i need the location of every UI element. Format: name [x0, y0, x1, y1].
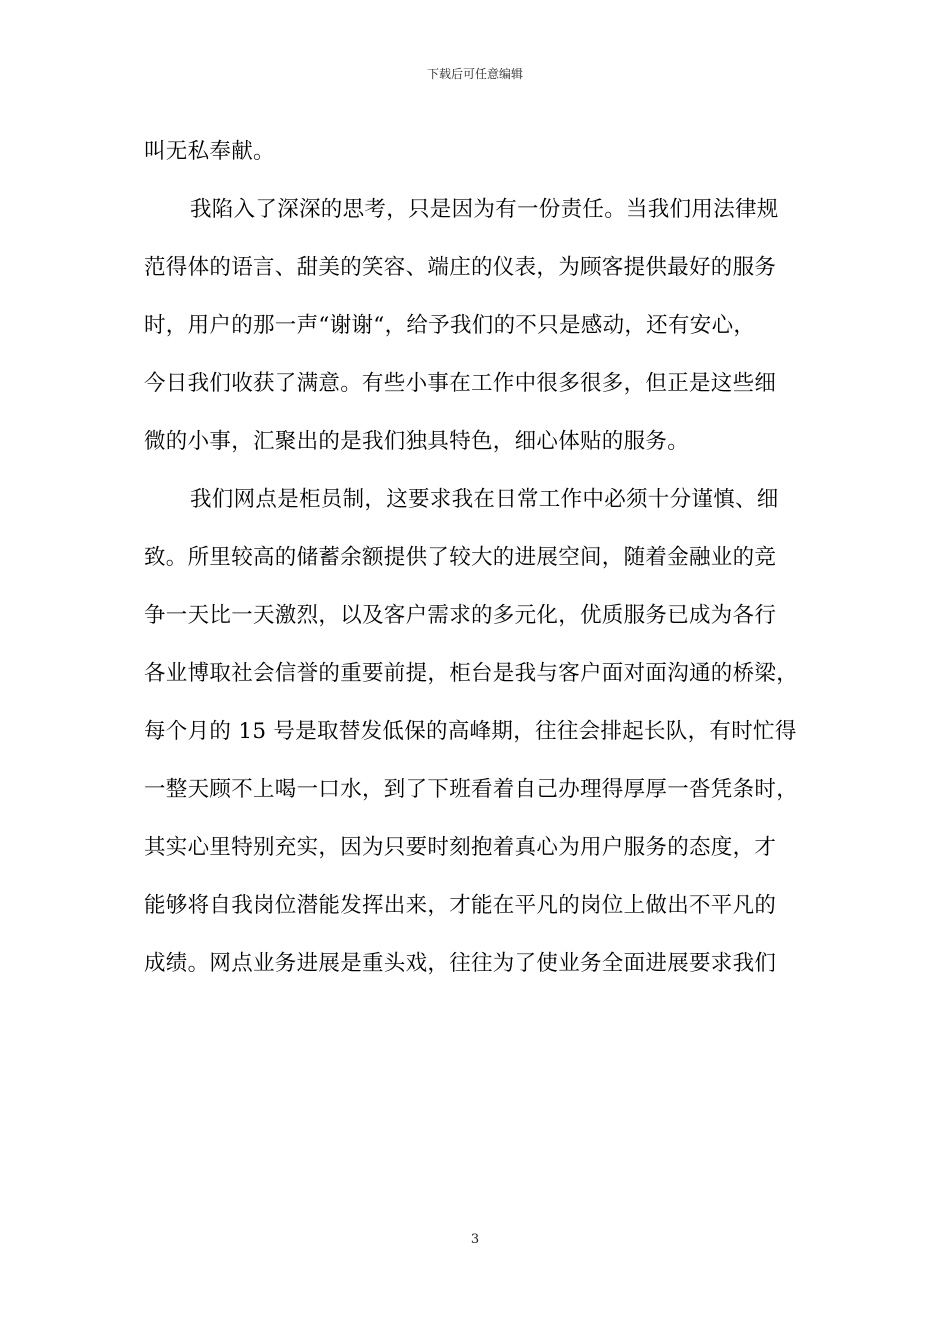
- body-text: [144, 130, 824, 1000]
- text-line: 范得体的语言、甜美的笑容、端庄的仪表，为顾客提供最好的服务: [144, 255, 777, 280]
- text-line: 致。所里较高的储蓄余额提供了较大的进展空间，随着金融业的竞: [144, 545, 777, 570]
- text-line: 一整天顾不上喝一口水，到了下班看着自己办理得厚厚一沓凭条时，: [144, 777, 799, 802]
- text-line: 其实心里特别充实，因为只要时刻抱着真心为用户服务的态度，才: [144, 835, 777, 860]
- text-line: 能够将自我岗位潜能发挥出来，才能在平凡的岗位上做出不平凡的: [144, 893, 777, 918]
- text-line: 各业博取社会信誉的重要前提，柜台是我与客户面对面沟通的桥梁，: [144, 661, 799, 686]
- text-line: 时，用户的那一声“谢谢“，给予我们的不只是感动，还有安心，: [144, 313, 756, 338]
- text-line: 我陷入了深深的思考，只是因为有一份责任。当我们用法律规: [190, 197, 779, 222]
- text-line: 我们网点是柜员制，这要求我在日常工作中必须十分谨慎、细: [190, 487, 779, 512]
- page-number: 3: [470, 1232, 480, 1247]
- text-line: 叫无私奉献。: [144, 139, 275, 164]
- text-line: 争一天比一天激烈，以及客户需求的多元化，优质服务已成为各行: [144, 603, 777, 628]
- text-line: 微的小事，汇聚出的是我们独具特色，细心体贴的服务。: [144, 429, 690, 454]
- page-header: 下载后可任意编辑: [426, 67, 523, 81]
- text-line: 每个月的 15 号是取替发低保的高峰期，往往会排起长队，有时忙得: [144, 719, 797, 744]
- text-line: 成绩。网点业务进展是重头戏，往往为了使业务全面进展要求我们: [144, 951, 777, 976]
- text-line: 今日我们收获了满意。有些小事在工作中很多很多，但正是这些细: [144, 371, 777, 396]
